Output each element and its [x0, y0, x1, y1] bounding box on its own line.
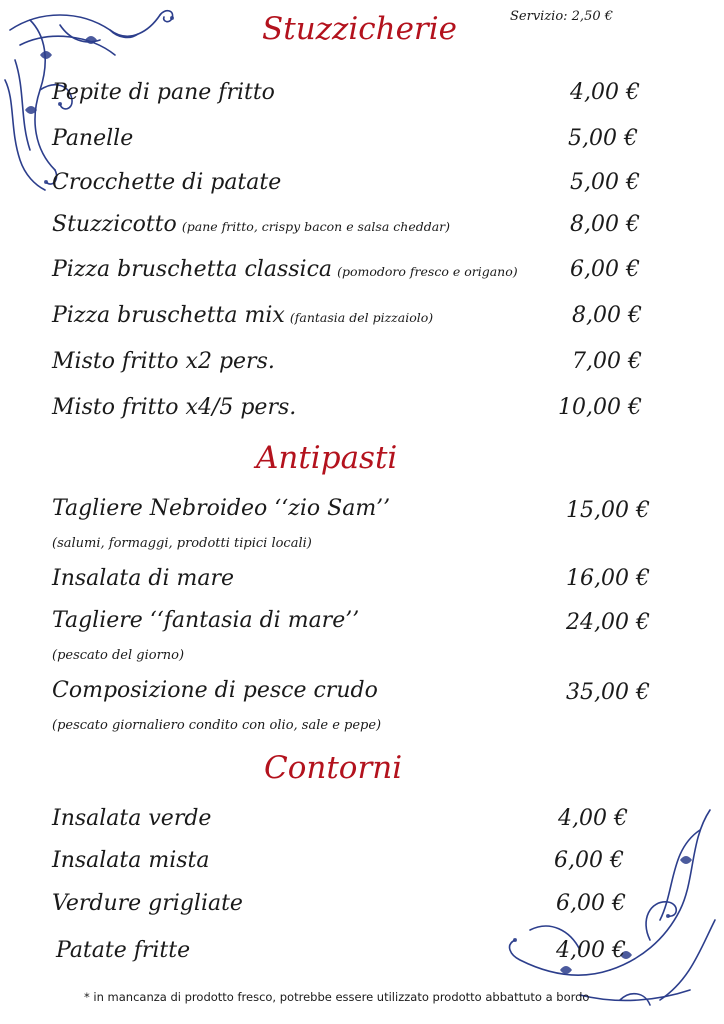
menu-item-row — [52, 257, 518, 282]
menu-item-subtext: (pescato giornaliero condito con olio, sale e pepe) — [52, 718, 382, 733]
menu-item-name: Crocchette di patate — [52, 170, 282, 195]
menu-item-name: Misto fritto x4/5 pers. — [52, 395, 297, 420]
menu-item-price: 16,00 € — [566, 566, 650, 591]
menu-item-price: 5,00 € — [570, 170, 640, 195]
menu-item-name: Stuzzicotto — [52, 212, 177, 237]
menu-item-name: Insalata di mare — [52, 566, 234, 591]
menu-item-price: 4,00 € — [558, 806, 628, 831]
menu-item-name: Tagliere ‘‘fantasia di mare’’ — [52, 608, 360, 633]
menu-item-name: Misto fritto x2 pers. — [52, 349, 275, 374]
menu-item-price: 4,00 € — [570, 80, 640, 105]
menu-item-name: Pizza bruschetta mix — [52, 303, 285, 328]
menu-item-description: (pomodoro fresco e origano) — [337, 264, 518, 279]
menu-item-price: 8,00 € — [572, 303, 642, 328]
menu-item-subtext: (salumi, formaggi, prodotti tipici locali) — [52, 536, 312, 551]
menu-item-name: Tagliere Nebroideo ‘‘zio Sam’’ — [52, 496, 391, 521]
footer-disclaimer: * in mancanza di prodotto fresco, potrebbe essere utilizzato prodotto abbattuto a bordo — [84, 990, 590, 1004]
menu-item-price: 8,00 € — [570, 212, 640, 237]
menu-item-name: Panelle — [52, 126, 134, 151]
menu-item-price: 10,00 € — [558, 395, 642, 420]
menu-item-name: Patate fritte — [56, 938, 191, 963]
menu-item-price: 35,00 € — [566, 680, 650, 705]
menu-item-name: Pizza bruschetta classica — [52, 257, 333, 282]
service-charge-note: Servizio: 2,50 € — [510, 9, 614, 24]
section-title-contorni: Contorni — [264, 750, 403, 786]
menu-item-price: 15,00 € — [566, 498, 650, 523]
menu-item-price: 6,00 € — [570, 257, 640, 282]
menu-item-name: Pepite di pane fritto — [52, 80, 275, 105]
menu-item-price: 24,00 € — [566, 610, 650, 635]
menu-item-name: Composizione di pesce crudo — [52, 678, 378, 703]
menu-item-row — [52, 303, 433, 328]
menu-item-name: Insalata verde — [52, 806, 212, 831]
section-title-stuzzicherie: Stuzzicherie — [262, 11, 457, 47]
menu-item-row — [52, 212, 450, 237]
menu-item-name: Verdure grigliate — [52, 891, 243, 916]
menu-item-price: 4,00 € — [556, 938, 626, 963]
menu-item-description: (fantasia del pizzaiolo) — [289, 310, 434, 325]
section-title-antipasti: Antipasti — [256, 440, 398, 476]
menu-item-price: 7,00 € — [572, 349, 642, 374]
menu-item-price: 6,00 € — [556, 891, 626, 916]
menu-item-subtext: (pescato del giorno) — [52, 648, 185, 663]
menu-item-name: Insalata mista — [52, 848, 210, 873]
menu-item-description: (pane fritto, crispy bacon e salsa cheddar) — [181, 219, 451, 234]
menu-item-price: 5,00 € — [568, 126, 638, 151]
menu-item-price: 6,00 € — [554, 848, 624, 873]
